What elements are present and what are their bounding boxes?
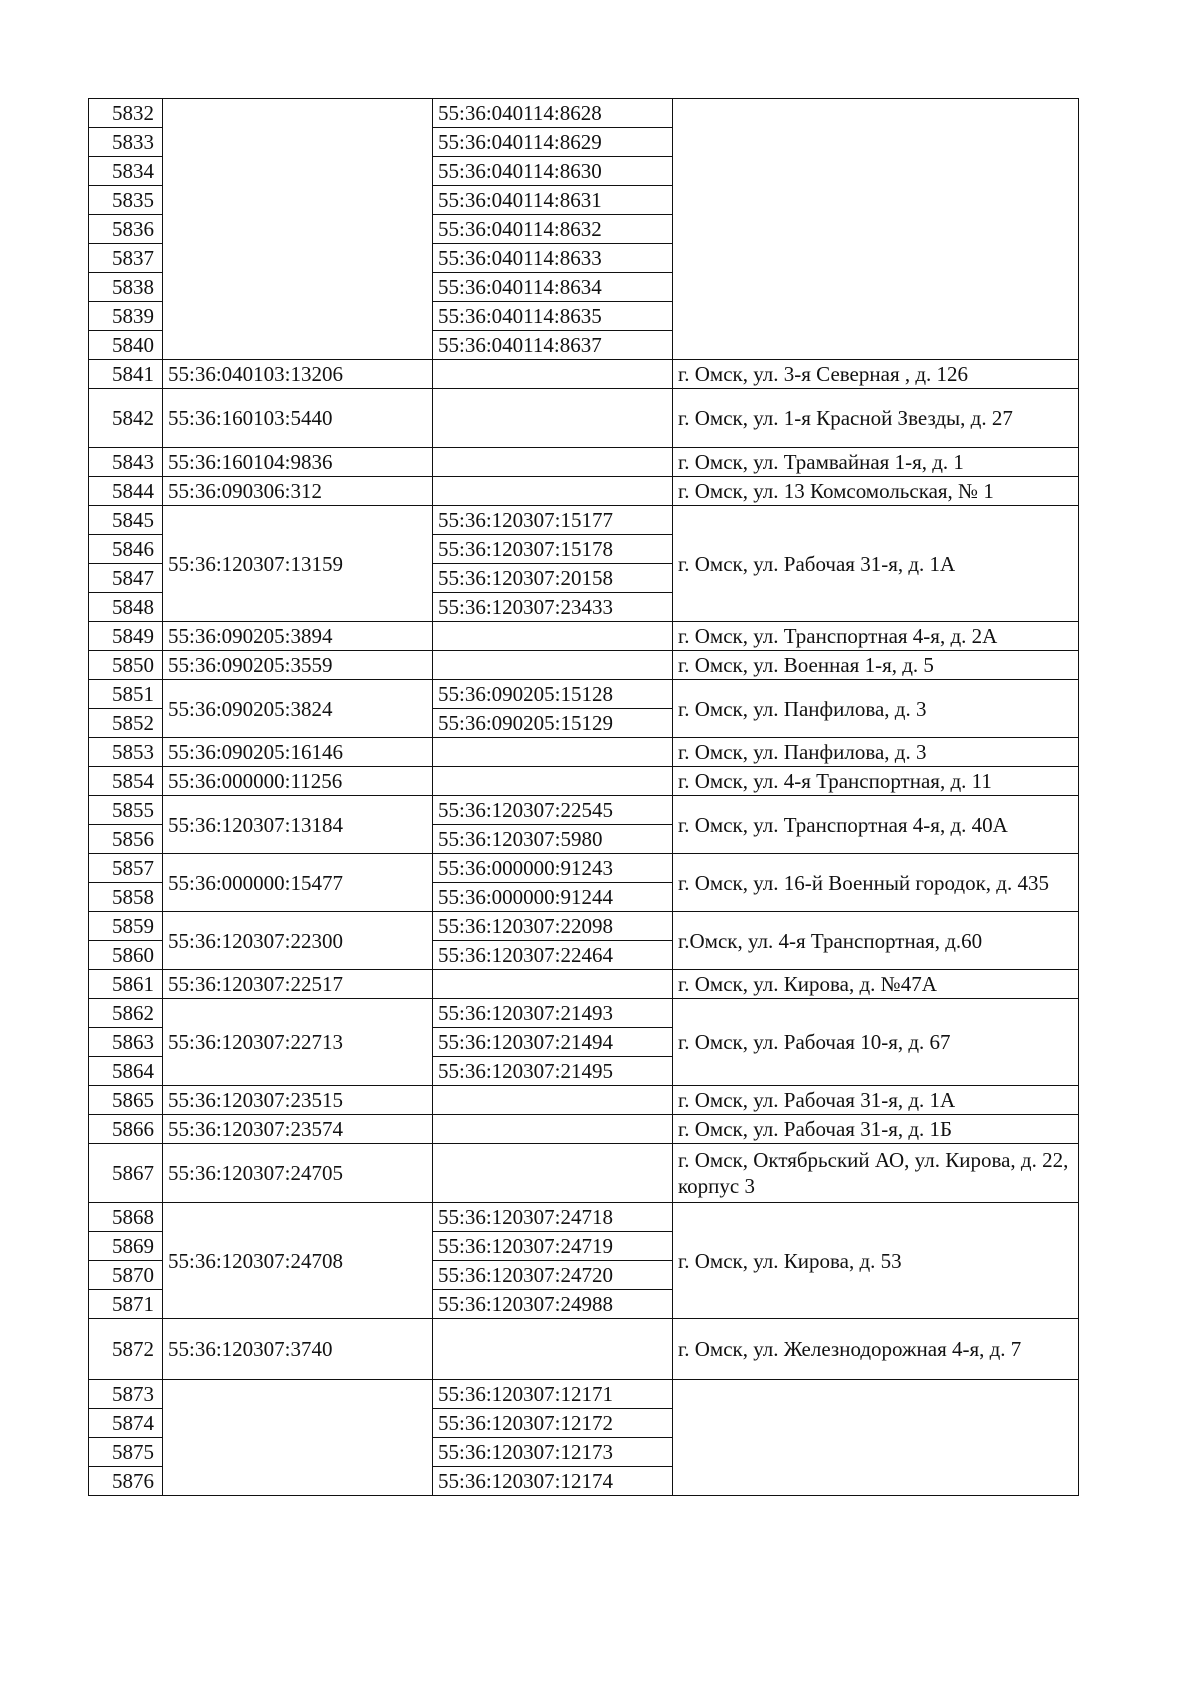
row-number: 5862 [89,999,163,1028]
cadastral-number: 55:36:090205:15129 [433,709,673,738]
parent-cadastral-number: 55:36:120307:3740 [163,1319,433,1380]
row-number: 5852 [89,709,163,738]
parent-cadastral-number: 55:36:000000:11256 [163,767,433,796]
cadastral-number: 55:36:040114:8634 [433,273,673,302]
cadastral-number [433,970,673,999]
row-number: 5861 [89,970,163,999]
cadastral-number [433,360,673,389]
parent-cadastral-number [163,1380,433,1496]
cadastral-number [433,1319,673,1380]
cadastral-number: 55:36:120307:15178 [433,535,673,564]
row-number: 5833 [89,128,163,157]
table-row [89,622,1079,651]
cadastral-table [88,98,1079,1496]
row-number: 5857 [89,854,163,883]
row-number: 5876 [89,1467,163,1496]
table-row [89,360,1079,389]
address: г. Омск, ул. Военная 1-я, д. 5 [673,651,1079,680]
cadastral-number: 55:36:040114:8632 [433,215,673,244]
address: г. Омск, ул. Рабочая 31-я, д. 1А [673,1086,1079,1115]
row-number: 5875 [89,1438,163,1467]
address: г. Омск, ул. Железнодорожная 4-я, д. 7 [673,1319,1079,1380]
row-number: 5841 [89,360,163,389]
row-number: 5872 [89,1319,163,1380]
row-number: 5859 [89,912,163,941]
table-row [89,796,1079,825]
cadastral-number [433,622,673,651]
row-number: 5839 [89,302,163,331]
row-number: 5866 [89,1115,163,1144]
parent-cadastral-number: 55:36:090205:3894 [163,622,433,651]
address: г. Омск, ул. 4-я Транспортная, д. 11 [673,767,1079,796]
cadastral-number [433,477,673,506]
cadastral-number: 55:36:040114:8630 [433,157,673,186]
row-number: 5847 [89,564,163,593]
table-row [89,1319,1079,1380]
row-number: 5851 [89,680,163,709]
cadastral-number: 55:36:120307:12173 [433,1438,673,1467]
parent-cadastral-number: 55:36:120307:23515 [163,1086,433,1115]
row-number: 5855 [89,796,163,825]
table-row [89,99,1079,128]
row-number: 5869 [89,1232,163,1261]
table-row [89,389,1079,448]
address: г. Омск, ул. Кирова, д. №47А [673,970,1079,999]
row-number: 5864 [89,1057,163,1086]
address [673,99,1079,360]
parent-cadastral-number: 55:36:090306:312 [163,477,433,506]
table-row [89,1144,1079,1203]
row-number: 5863 [89,1028,163,1057]
cadastral-number: 55:36:120307:24720 [433,1261,673,1290]
row-number: 5838 [89,273,163,302]
cadastral-number: 55:36:120307:12171 [433,1380,673,1409]
address: г. Омск, ул. Рабочая 10-я, д. 67 [673,999,1079,1086]
cadastral-number [433,1144,673,1203]
row-number: 5846 [89,535,163,564]
table-row [89,912,1079,941]
row-number: 5874 [89,1409,163,1438]
address: г. Омск, ул. 13 Комсомольская, № 1 [673,477,1079,506]
cadastral-number: 55:36:040114:8628 [433,99,673,128]
row-number: 5860 [89,941,163,970]
table-row [89,1115,1079,1144]
table-row [89,999,1079,1028]
table-row [89,738,1079,767]
table-row [89,854,1079,883]
row-number: 5865 [89,1086,163,1115]
table-row [89,1086,1079,1115]
parent-cadastral-number: 55:36:120307:22300 [163,912,433,970]
parent-cadastral-number: 55:36:000000:15477 [163,854,433,912]
address: г. Омск, ул. Панфилова, д. 3 [673,680,1079,738]
cadastral-number [433,1115,673,1144]
table-row [89,506,1079,535]
row-number: 5868 [89,1203,163,1232]
row-number: 5836 [89,215,163,244]
cadastral-number: 55:36:120307:22464 [433,941,673,970]
cadastral-number [433,389,673,448]
address: г. Омск, ул. Транспортная 4-я, д. 40А [673,796,1079,854]
cadastral-number: 55:36:090205:15128 [433,680,673,709]
cadastral-number: 55:36:040114:8633 [433,244,673,273]
address: г. Омск, ул. Панфилова, д. 3 [673,738,1079,767]
cadastral-number: 55:36:120307:12172 [433,1409,673,1438]
parent-cadastral-number: 55:36:120307:23574 [163,1115,433,1144]
parent-cadastral-number: 55:36:160104:9836 [163,448,433,477]
table-row [89,970,1079,999]
row-number: 5849 [89,622,163,651]
parent-cadastral-number: 55:36:040103:13206 [163,360,433,389]
row-number: 5845 [89,506,163,535]
address: г. Омск, ул. Трамвайная 1-я, д. 1 [673,448,1079,477]
row-number: 5871 [89,1290,163,1319]
cadastral-number: 55:36:120307:5980 [433,825,673,854]
cadastral-number: 55:36:040114:8629 [433,128,673,157]
row-number: 5854 [89,767,163,796]
parent-cadastral-number: 55:36:120307:22713 [163,999,433,1086]
row-number: 5870 [89,1261,163,1290]
address: г. Омск, ул. Рабочая 31-я, д. 1Б [673,1115,1079,1144]
address: г. Омск, ул. Транспортная 4-я, д. 2А [673,622,1079,651]
address: г. Омск, ул. 1-я Красной Звезды, д. 27 [673,389,1079,448]
table-row [89,680,1079,709]
address: г. Омск, ул. 16-й Военный городок, д. 435 [673,854,1079,912]
row-number: 5853 [89,738,163,767]
row-number: 5837 [89,244,163,273]
cadastral-number: 55:36:120307:15177 [433,506,673,535]
cadastral-number: 55:36:120307:22098 [433,912,673,941]
cadastral-number: 55:36:120307:21494 [433,1028,673,1057]
parent-cadastral-number: 55:36:090205:3559 [163,651,433,680]
cadastral-number: 55:36:000000:91243 [433,854,673,883]
cadastral-number: 55:36:120307:12174 [433,1467,673,1496]
address [673,1380,1079,1496]
row-number: 5850 [89,651,163,680]
table-row [89,448,1079,477]
cadastral-number: 55:36:120307:21495 [433,1057,673,1086]
cadastral-number: 55:36:000000:91244 [433,883,673,912]
cadastral-number: 55:36:120307:23433 [433,593,673,622]
row-number: 5844 [89,477,163,506]
cadastral-number: 55:36:120307:24988 [433,1290,673,1319]
parent-cadastral-number: 55:36:120307:24705 [163,1144,433,1203]
cadastral-number [433,448,673,477]
cadastral-number: 55:36:120307:22545 [433,796,673,825]
row-number: 5835 [89,186,163,215]
address: г. Омск, ул. 3-я Северная , д. 126 [673,360,1079,389]
row-number: 5873 [89,1380,163,1409]
row-number: 5840 [89,331,163,360]
table-row [89,1203,1079,1232]
cadastral-number: 55:36:120307:24718 [433,1203,673,1232]
cadastral-number: 55:36:040114:8635 [433,302,673,331]
row-number: 5843 [89,448,163,477]
row-number: 5832 [89,99,163,128]
parent-cadastral-number: 55:36:090205:16146 [163,738,433,767]
parent-cadastral-number [163,99,433,360]
parent-cadastral-number: 55:36:120307:13159 [163,506,433,622]
parent-cadastral-number: 55:36:090205:3824 [163,680,433,738]
cadastral-number: 55:36:040114:8637 [433,331,673,360]
address: г. Омск, Октябрьский АО, ул. Кирова, д. 22, корпус 3 [673,1144,1079,1203]
parent-cadastral-number: 55:36:120307:22517 [163,970,433,999]
table-row [89,477,1079,506]
cadastral-number: 55:36:120307:21493 [433,999,673,1028]
row-number: 5842 [89,389,163,448]
row-number: 5858 [89,883,163,912]
cadastral-number: 55:36:120307:24719 [433,1232,673,1261]
parent-cadastral-number: 55:36:120307:24708 [163,1203,433,1319]
row-number: 5834 [89,157,163,186]
row-number: 5848 [89,593,163,622]
row-number: 5867 [89,1144,163,1203]
cadastral-number: 55:36:040114:8631 [433,186,673,215]
cadastral-number: 55:36:120307:20158 [433,564,673,593]
parent-cadastral-number: 55:36:120307:13184 [163,796,433,854]
cadastral-number [433,767,673,796]
table-row [89,767,1079,796]
address: г.Омск, ул. 4-я Транспортная, д.60 [673,912,1079,970]
parent-cadastral-number: 55:36:160103:5440 [163,389,433,448]
address: г. Омск, ул. Кирова, д. 53 [673,1203,1079,1319]
row-number: 5856 [89,825,163,854]
address: г. Омск, ул. Рабочая 31-я, д. 1А [673,506,1079,622]
cadastral-number [433,1086,673,1115]
cadastral-number [433,651,673,680]
cadastral-number [433,738,673,767]
table-row [89,1380,1079,1409]
table-row [89,651,1079,680]
